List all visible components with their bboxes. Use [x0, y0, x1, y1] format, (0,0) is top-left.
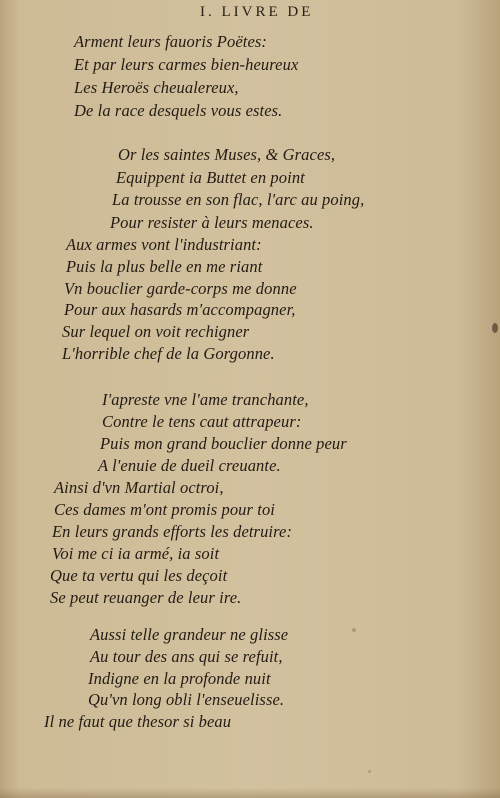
verse-line: Vn bouclier garde-corps me donne — [64, 279, 297, 298]
verse-line: Ces dames m'ont promis pour toi — [54, 500, 275, 519]
verse-line: A l'enuie de dueil creuante. — [98, 456, 281, 475]
ink-blot — [492, 323, 498, 333]
verse-line: Pour resister à leurs menaces. — [110, 213, 314, 232]
page-edge-shadow — [0, 788, 500, 798]
verse-line: Sur lequel on voit rechigner — [62, 322, 250, 341]
verse-line: Voi me ci ia armé, ia soit — [52, 544, 220, 563]
verse-line: De la race desquels vous estes. — [74, 101, 283, 120]
verse-line: Aussi telle grandeur ne glisse — [90, 625, 289, 644]
verse-line: Que ta vertu qui les deçoit — [50, 566, 228, 585]
foxing-spot — [368, 770, 371, 773]
verse-line: Equippent ia Buttet en point — [116, 168, 305, 187]
verse-line: Indigne en la profonde nuit — [88, 669, 271, 688]
verse-line: L'horrible chef de la Gorgonne. — [62, 344, 275, 363]
verse-line: Au tour des ans qui se refuit, — [90, 647, 283, 666]
verse-line: Qu'vn long obli l'enseuelisse. — [88, 690, 285, 709]
verse-line: Contre le tens caut attrapeur: — [102, 412, 302, 431]
verse-line: Les Heroës cheualereux, — [74, 78, 239, 97]
verse-line: La trousse en son flac, l'arc au poing, — [112, 190, 365, 209]
verse-line: Puis la plus belle en me riant — [66, 257, 263, 276]
verse-line: Puis mon grand bouclier donne peur — [100, 434, 347, 453]
foxing-spot — [352, 628, 356, 632]
verse-line: Aux armes vont l'industriant: — [66, 235, 262, 254]
verse-line: En leurs grands efforts les detruire: — [52, 522, 293, 541]
running-head: I. LIVRE DE — [200, 4, 314, 20]
verse-line: Or les saintes Muses, & Graces, — [118, 145, 336, 164]
verse-line: Ainsi d'vn Martial octroi, — [54, 478, 224, 497]
verse-line: Se peut reuanger de leur ire. — [50, 588, 242, 607]
verse-line: I'apreste vne l'ame tranchante, — [102, 390, 309, 409]
verse-line: Il ne faut que thesor si beau — [44, 712, 232, 731]
verse-line: Arment leurs fauoris Poëtes: — [74, 32, 267, 51]
verse-line: Pour aux hasards m'accompagner, — [64, 300, 296, 319]
verse-line: Et par leurs carmes bien-heureux — [74, 55, 299, 74]
